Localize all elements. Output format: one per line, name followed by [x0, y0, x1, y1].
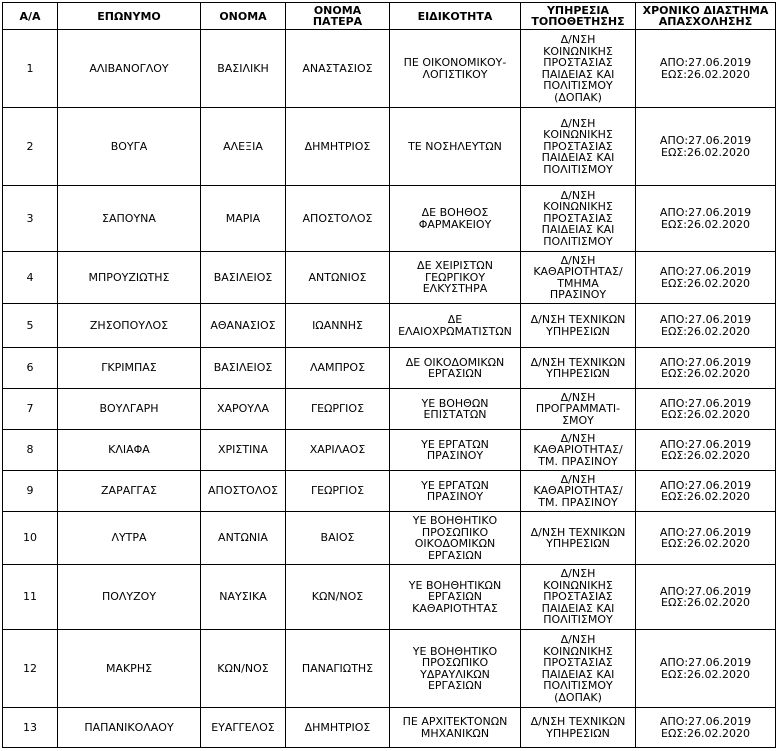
surname-cell: ΜΠΡΟΥΖΙΩΤΗΣ [58, 252, 201, 304]
placement-service-cell: Δ/ΝΣΗ ΚΟΙΝΩΝΙΚΗΣ ΠΡΟΣΤΑΣΙΑΣ ΠΑΙΔΕΙΑΣ ΚΑΙ ΠΟΛΙΤΙΣΜΟΥ [521, 108, 636, 186]
row-number: 12 [3, 630, 58, 708]
placement-service-cell: Δ/ΝΣΗ ΚΑΘΑΡΙΟΤΗΤΑΣ/ ΤΜ. ΠΡΑΣΙΝΟΥ [521, 430, 636, 471]
name-cell: ΑΝΤΩΝΙΑ [201, 512, 286, 565]
employment-period-cell [636, 708, 776, 748]
placement-service-cell: Δ/ΝΣΗ ΤΕΧΝΙΚΩΝ ΥΠΗΡΕΣΙΩΝ [521, 348, 636, 389]
table-row [3, 186, 776, 252]
header-specialty: ΕΙΔΙΚΟΤΗΤΑ [390, 3, 521, 30]
name-cell: ΜΑΡΙΑ [201, 186, 286, 252]
name-cell: ΚΩΝ/ΝΟΣ [201, 630, 286, 708]
specialty-cell: ΠΕ ΟΙΚΟΝΟΜΙΚΟΥ- ΛΟΓΙΣΤΙΚΟΥ [390, 30, 521, 108]
placement-service-cell: Δ/ΝΣΗ ΤΕΧΝΙΚΩΝ ΥΠΗΡΕΣΙΩΝ [521, 708, 636, 748]
father-name-cell: ΔΗΜΗΤΡΙΟΣ [286, 708, 390, 748]
period-from: ΑΠΟ:27.06.2019 [659, 206, 752, 219]
surname-cell: ΣΑΠΟΥΝΑ [58, 186, 201, 252]
father-name-cell: ΛΑΜΠΡΟΣ [286, 348, 390, 389]
header-aa: Α/Α [3, 3, 58, 30]
surname-cell: ΖΗΣΟΠΟΥΛΟΣ [58, 304, 201, 348]
table-row [3, 708, 776, 748]
header-employment-period: ΧΡΟΝΙΚΟ ΔΙΑΣΤΗΜΑ ΑΠΑΣΧΟΛΗΣΗΣ [636, 3, 776, 30]
table-row [3, 252, 776, 304]
specialty-cell: ΥΕ ΒΟΗΘΩΝ ΕΠΙΣΤΑΤΩΝ [390, 389, 521, 430]
surname-cell: ΖΑΡΑΓΓΑΣ [58, 471, 201, 512]
employment-period-cell [636, 186, 776, 252]
period-to: ΕΩΣ:26.02.2020 [661, 276, 750, 290]
specialty-cell: ΥΕ ΕΡΓΑΤΩΝ ΠΡΑΣΙΝΟΥ [390, 430, 521, 471]
employment-period-cell [636, 304, 776, 348]
table-row [3, 471, 776, 512]
father-name-cell: ΧΑΡΙΛΑΟΣ [286, 430, 390, 471]
row-number: 4 [3, 252, 58, 304]
employment-period-cell [636, 512, 776, 565]
placement-service-cell: Δ/ΝΣΗ ΤΕΧΝΙΚΩΝ ΥΠΗΡΕΣΙΩΝ [521, 304, 636, 348]
name-cell: ΧΑΡΟΥΛΑ [201, 389, 286, 430]
father-name-cell: ΒΑΙΟΣ [286, 512, 390, 565]
row-number: 2 [3, 108, 58, 186]
placement-service-cell: Δ/ΝΣΗ ΚΟΙΝΩΝΙΚΗΣ ΠΡΟΣΤΑΣΙΑΣ ΠΑΙΔΕΙΑΣ ΚΑΙ ΠΟΛΙΤΙΣΜΟΥ [521, 186, 636, 252]
period-to: ΕΩΣ:26.02.2020 [661, 490, 750, 503]
period-from: ΑΠΟ:27.06.2019 [659, 134, 752, 147]
name-cell: ΑΘΑΝΑΣΙΟΣ [201, 304, 286, 348]
row-number: 7 [3, 389, 58, 430]
staff-table [2, 2, 776, 748]
specialty-cell: ΔΕ ΟΙΚΟΔΟΜΙΚΩΝ ΕΡΓΑΣΙΩΝ [390, 348, 521, 389]
table-row [3, 565, 776, 630]
father-name-cell: ΓΕΩΡΓΙΟΣ [286, 389, 390, 430]
name-cell: ΧΡΙΣΤΙΝΑ [201, 430, 286, 471]
employment-period-cell [636, 389, 776, 430]
period-from: ΑΠΟ:27.06.2019 [659, 715, 752, 728]
surname-cell: ΒΟΥΛΓΑΡΗ [58, 389, 201, 430]
period-to: ΕΩΣ:26.02.2020 [661, 537, 750, 550]
placement-service-cell: Δ/ΝΣΗ ΚΟΙΝΩΝΙΚΗΣ ΠΡΟΣΤΑΣΙΑΣ ΠΑΙΔΕΙΑΣ ΚΑΙ ΠΟΛΙΤΙΣΜΟΥ (ΔΟΠΑΚ) [521, 30, 636, 108]
employment-period-cell [636, 252, 776, 304]
placement-service-cell: Δ/ΝΣΗ ΚΑΘΑΡΙΟΤΗΤΑΣ/ ΤΜΗΜΑ ΠΡΑΣΙΝΟΥ [521, 252, 636, 304]
specialty-cell: ΥΕ ΒΟΗΘΗΤΙΚΟ ΠΡΟΣΩΠΙΚΟ ΥΔΡΑΥΛΙΚΩΝ ΕΡΓΑΣΙΩΝ [390, 630, 521, 708]
surname-cell: ΑΛΙΒΑΝΟΓΛΟΥ [58, 30, 201, 108]
row-number: 3 [3, 186, 58, 252]
row-number: 11 [3, 565, 58, 630]
period-from: ΑΠΟ:27.06.2019 [659, 437, 752, 451]
table-row [3, 430, 776, 471]
specialty-cell: ΔΕ ΕΛΑΙΟΧΡΩΜΑΤΙΣΤΩΝ [390, 304, 521, 348]
period-from: ΑΠΟ:27.06.2019 [659, 656, 752, 669]
period-from: ΑΠΟ:27.06.2019 [659, 313, 752, 326]
father-name-cell: ΚΩΝ/ΝΟΣ [286, 565, 390, 630]
name-cell: ΑΛΕΞΙΑ [201, 108, 286, 186]
specialty-cell: ΔΕ ΧΕΙΡΙΣΤΩΝ ΓΕΩΡΓΙΚΟΥ ΕΛΚΥΣΤΗΡΑ [390, 252, 521, 304]
row-number: 8 [3, 430, 58, 471]
period-to: ΕΩΣ:26.02.2020 [661, 145, 750, 159]
placement-service-cell: Δ/ΝΣΗ ΚΟΙΝΩΝΙΚΗΣ ΠΡΟΣΤΑΣΙΑΣ ΠΑΙΔΕΙΑΣ ΚΑΙ ΠΟΛΙΤΙΣΜΟΥ [521, 565, 636, 630]
period-to: ΕΩΣ:26.02.2020 [661, 324, 750, 338]
period-from: ΑΠΟ:27.06.2019 [659, 525, 752, 539]
father-name-cell: ΠΑΝΑΓΙΩΤΗΣ [286, 630, 390, 708]
period-to: ΕΩΣ:26.02.2020 [661, 596, 750, 609]
name-cell: ΕΥΑΓΓΕΛΟΣ [201, 708, 286, 748]
period-to: ΕΩΣ:26.02.2020 [661, 449, 750, 462]
header-placement-service: ΥΠΗΡΕΣΙΑ ΤΟΠΟΘΕΤΗΣΗΣ [521, 3, 636, 30]
name-cell: ΒΑΣΙΛΕΙΟΣ [201, 252, 286, 304]
table-row [3, 304, 776, 348]
table-row [3, 389, 776, 430]
employment-period-cell [636, 430, 776, 471]
father-name-cell: ΔΗΜΗΤΡΙΟΣ [286, 108, 390, 186]
period-from: ΑΠΟ:27.06.2019 [659, 265, 752, 278]
header-row [3, 3, 776, 30]
row-number: 5 [3, 304, 58, 348]
placement-service-cell: Δ/ΝΣΗ ΚΟΙΝΩΝΙΚΗΣ ΠΡΟΣΤΑΣΙΑΣ ΠΑΙΔΕΙΑΣ ΚΑΙ ΠΟΛΙΤΙΣΜΟΥ (ΔΟΠΑΚ) [521, 630, 636, 708]
surname-cell: ΠΑΠΑΝΙΚΟΛΑΟΥ [58, 708, 201, 748]
period-from: ΑΠΟ:27.06.2019 [659, 478, 752, 492]
period-to: ΕΩΣ:26.02.2020 [661, 367, 750, 380]
table-row [3, 30, 776, 108]
employment-period-cell [636, 565, 776, 630]
row-number: 1 [3, 30, 58, 108]
surname-cell: ΠΟΛΥΖΟΥ [58, 565, 201, 630]
surname-cell: ΜΑΚΡΗΣ [58, 630, 201, 708]
specialty-cell: ΥΕ ΒΟΗΘΗΤΙΚΩΝ ΕΡΓΑΣΙΩΝ ΚΑΘΑΡΙΟΤΗΤΑΣ [390, 565, 521, 630]
surname-cell: ΚΛΙΑΦΑ [58, 430, 201, 471]
specialty-cell: ΔΕ ΒΟΗΘΟΣ ΦΑΡΜΑΚΕΙΟΥ [390, 186, 521, 252]
employment-period-cell [636, 630, 776, 708]
specialty-cell: ΠΕ ΑΡΧΙΤΕΚΤΟΝΩΝ ΜΗΧΑΝΙΚΩΝ [390, 708, 521, 748]
period-from: ΑΠΟ:27.06.2019 [659, 56, 752, 69]
surname-cell: ΓΚΡΙΜΠΑΣ [58, 348, 201, 389]
specialty-cell: ΥΕ ΕΡΓΑΤΩΝ ΠΡΑΣΙΝΟΥ [390, 471, 521, 512]
row-number: 6 [3, 348, 58, 389]
name-cell: ΝΑΥΣΙΚΑ [201, 565, 286, 630]
placement-service-cell: Δ/ΝΣΗ ΚΑΘΑΡΙΟΤΗΤΑΣ/ ΤΜ. ΠΡΑΣΙΝΟΥ [521, 471, 636, 512]
period-to: ΕΩΣ:26.02.2020 [661, 667, 750, 681]
employment-period-cell [636, 30, 776, 108]
father-name-cell: ΑΠΟΣΤΟΛΟΣ [286, 186, 390, 252]
period-from: ΑΠΟ:27.06.2019 [659, 355, 752, 369]
header-father-name: ΟΝΟΜΑ ΠΑΤΕΡΑ [286, 3, 390, 30]
father-name-cell: ΑΝΤΩΝΙΟΣ [286, 252, 390, 304]
specialty-cell: ΤΕ ΝΟΣΗΛΕΥΤΩΝ [390, 108, 521, 186]
father-name-cell: ΑΝΑΣΤΑΣΙΟΣ [286, 30, 390, 108]
row-number: 10 [3, 512, 58, 565]
name-cell: ΒΑΣΙΛΙΚΗ [201, 30, 286, 108]
period-to: ΕΩΣ:26.02.2020 [661, 408, 750, 421]
period-to: ΕΩΣ:26.02.2020 [661, 67, 750, 81]
employment-period-cell [636, 348, 776, 389]
header-name: ΟΝΟΜΑ [201, 3, 286, 30]
row-number: 9 [3, 471, 58, 512]
header-surname: ΕΠΩΝΥΜΟ [58, 3, 201, 30]
surname-cell: ΛΥΤΡΑ [58, 512, 201, 565]
name-cell: ΒΑΣΙΛΕΙΟΣ [201, 348, 286, 389]
table-row [3, 630, 776, 708]
placement-service-cell: Δ/ΝΣΗ ΠΡΟΓΡΑΜΜΑΤΙ- ΣΜΟΥ [521, 389, 636, 430]
father-name-cell: ΙΩΑΝΝΗΣ [286, 304, 390, 348]
surname-cell: ΒΟΥΓΑ [58, 108, 201, 186]
period-to: ΕΩΣ:26.02.2020 [661, 726, 750, 740]
placement-service-cell: Δ/ΝΣΗ ΤΕΧΝΙΚΩΝ ΥΠΗΡΕΣΙΩΝ [521, 512, 636, 565]
table-row [3, 108, 776, 186]
table-row [3, 348, 776, 389]
period-to: ΕΩΣ:26.02.2020 [661, 217, 750, 231]
period-from: ΑΠΟ:27.06.2019 [659, 584, 752, 598]
row-number: 13 [3, 708, 58, 748]
period-from: ΑΠΟ:27.06.2019 [659, 396, 752, 410]
employment-period-cell [636, 108, 776, 186]
name-cell: ΑΠΟΣΤΟΛΟΣ [201, 471, 286, 512]
father-name-cell: ΓΕΩΡΓΙΟΣ [286, 471, 390, 512]
employment-period-cell [636, 471, 776, 512]
specialty-cell: ΥΕ ΒΟΗΘΗΤΙΚΟ ΠΡΟΣΩΠΙΚΟ ΟΙΚΟΔΟΜΙΚΩΝ ΕΡΓΑΣΙΩΝ [390, 512, 521, 565]
table-row [3, 512, 776, 565]
